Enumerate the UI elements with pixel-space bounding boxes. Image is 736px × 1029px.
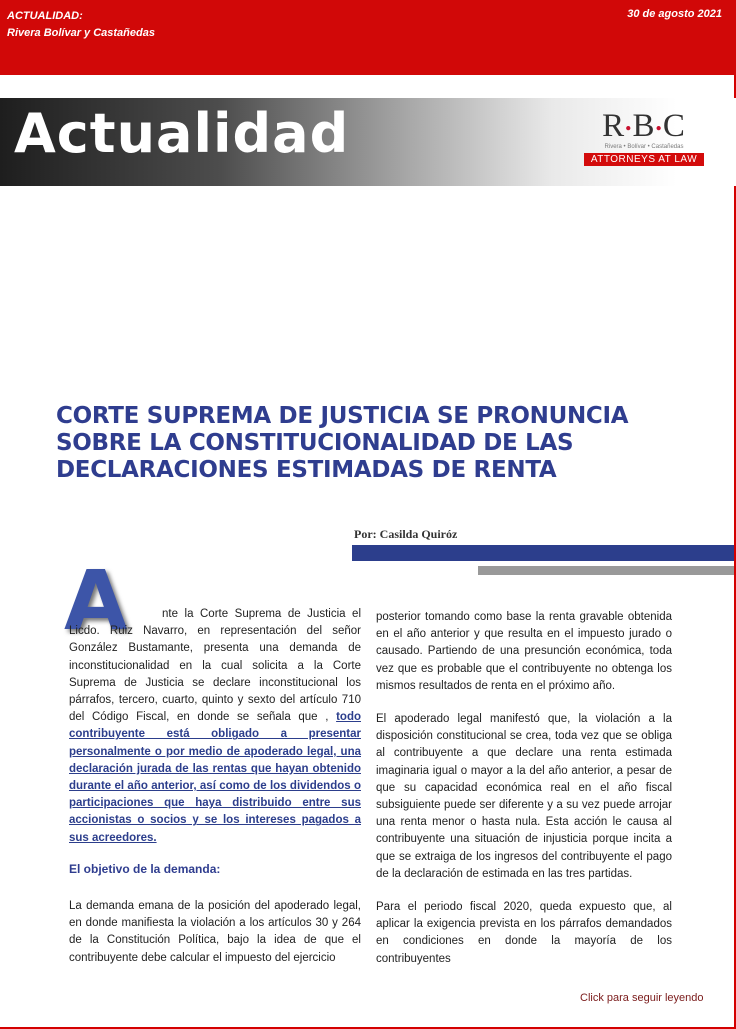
- logo-letter-b: B: [632, 108, 656, 144]
- continue-reading-link[interactable]: Click para seguir leyendo: [580, 992, 704, 1004]
- logo-dot-icon: •: [625, 118, 633, 139]
- paragraph-demand: La demanda emana de la posición del apoderado legal, en donde manifiesta la violación a los artículos 30 y 264 de la Constitución Política, bajo la idea de que el contribuyente debe calcular el impuesto del ejercicio: [69, 900, 361, 964]
- article-column-left: [69, 606, 361, 967]
- header-bar: [0, 0, 736, 75]
- drop-cap: A: [64, 554, 128, 649]
- article-column-right: [376, 609, 672, 968]
- header-left: [7, 8, 155, 42]
- byline: Por: Casilda Quiróz: [354, 527, 458, 541]
- decorative-gray-bar: [478, 566, 734, 575]
- paragraph-fiscal-period: Para el periodo fiscal 2020, queda expuesto que, al aplicar la exigencia prevista en los párrafos demandados en condiciones en donde la mayoría de los contribuyentes: [376, 901, 672, 965]
- paragraph-continuation: posterior tomando como base la renta gravable obtenida en el año anterior y que resulta en el impuesto jurado o causado. Partiendo de una presunción económica, toda vez que es probable que el contribuyente no obtenga los mismos resultados de renta en el próximo año.: [376, 611, 672, 692]
- header-date: 30 de agosto 2021: [627, 8, 722, 20]
- intro-body: Licdo. Ruiz Navarro, en representación del señor González Bustamante, presenta una demanda de inconstitucionalidad en la cual solicita a la Corte Suprema de Justicia se declare inconstitucional los párrafos, tercero, cuarto, quinto y sexto del artículo 710 del Código Fiscal, en donde se señala que ,: [69, 625, 361, 724]
- subheading: El objetivo de la demanda:: [69, 861, 221, 876]
- firm-logo: [584, 108, 704, 170]
- paragraph-intro: [69, 606, 361, 847]
- banner-title: Actualidad: [14, 102, 350, 165]
- logo-letters: [584, 108, 704, 146]
- logo-letter-c: C: [662, 108, 686, 144]
- section-label: ACTUALIDAD:: [7, 10, 83, 22]
- firm-name: Rivera Bolívar y Castañedas: [7, 27, 155, 39]
- decorative-blue-bar: [352, 545, 734, 561]
- logo-letter-r: R: [602, 108, 626, 144]
- paragraph-violation: El apoderado legal manifestó que, la violación a la disposición constitucional se crea, toda vez que se obliga al contribuyente a que declare una renta estimada imaginaria igual o mayor a la del año anterior, a pesar de que su capacidad económica real en el año fiscal subsiguiente puede ser diferente y a su vez puede arrojar una renta menor o hasta nula. Esta acción le causa al contribuyente una situación de injusticia porque incita a que se extraiga de los ingresos del contribuyente el pago de la declaración de estimada en las tres partidas.: [376, 713, 672, 880]
- logo-subtitle: Rivera • Bolívar • Castañedas: [604, 144, 684, 151]
- logo-dot-icon: •: [655, 118, 663, 139]
- intro-first-line: nte la Corte Suprema de Justicia el: [162, 608, 361, 620]
- logo-badge: ATTORNEYS AT LAW: [584, 153, 704, 166]
- highlighted-quote: todo contribuyente está obligado a presentar personalmente o por medio de apoderado legal, una declaración jurada de las rentas que hayan obtenido durante el año anterior, así como de los dividendos o participaciones que haya distribuido entre sus accionistas o socios y se los intereses pagados a sus acreedores.: [69, 711, 361, 844]
- article-title: CORTE SUPREMA DE JUSTICIA SE PRONUNCIA SOBRE LA CONSTITUCIONALIDAD DE LAS DECLARACIONES ESTIMADAS DE RENTA: [56, 403, 629, 483]
